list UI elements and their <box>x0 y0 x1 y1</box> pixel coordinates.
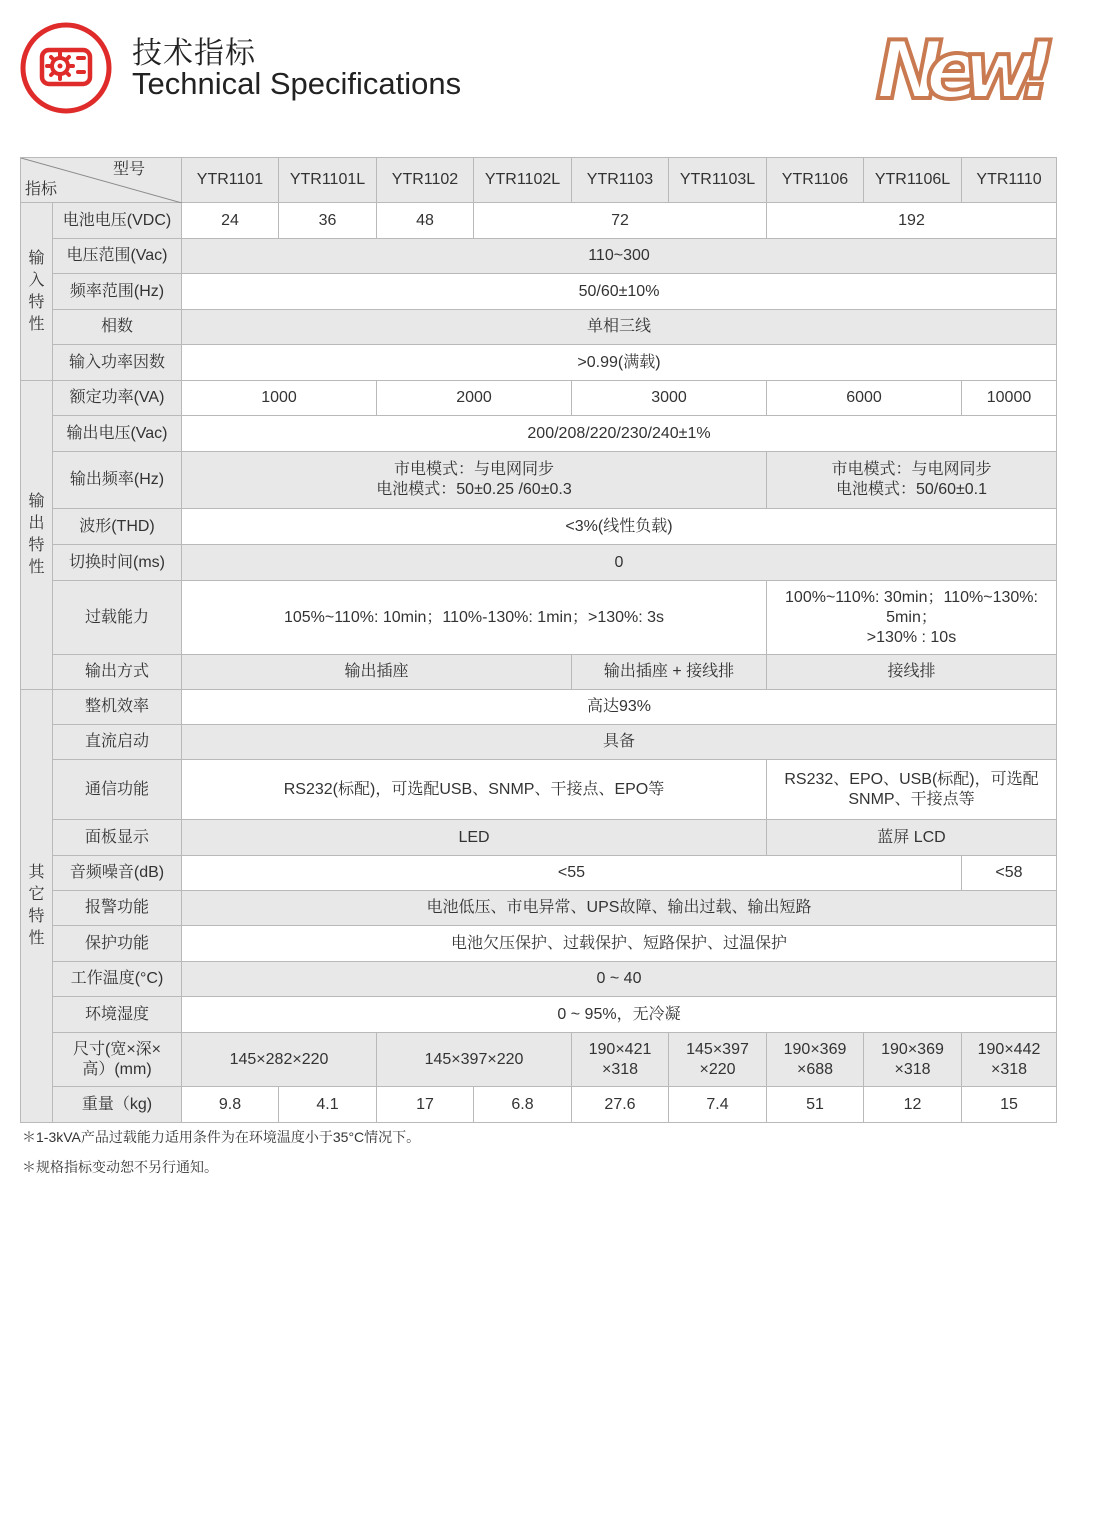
cell-line: 电池模式：50/60±0.1 <box>835 481 988 498</box>
table-row <box>21 203 1057 239</box>
cell: 105%~110%: 10min；110%-130%: 1min；>130%: 3s <box>182 581 767 655</box>
cell <box>572 1033 669 1087</box>
cell: 电池欠压保护、过载保护、短路保护、过温保护 <box>182 926 1057 962</box>
cell-line: 市电模式：与电网同步 <box>831 461 992 478</box>
row-label <box>53 1033 182 1087</box>
cell: 蓝屏 LCD <box>767 820 1057 856</box>
cell: RS232(标配)，可选配USB、SNMP、干接点、EPO等 <box>182 760 767 820</box>
cell: 192 <box>767 203 1057 239</box>
cell: 36 <box>279 203 377 239</box>
cell: 51 <box>767 1087 864 1123</box>
cell-line: ×318 <box>990 1060 1028 1078</box>
cell: 12 <box>864 1087 962 1123</box>
footnotes <box>22 1128 420 1188</box>
model-header: YTR1110 <box>962 158 1057 203</box>
table-row <box>21 820 1057 856</box>
row-label: 过载能力 <box>53 581 182 655</box>
cell: 3000 <box>572 381 767 416</box>
cell <box>182 452 767 509</box>
cell-line: 190×421 <box>588 1040 652 1058</box>
table-row <box>21 416 1057 452</box>
cell-line: ×220 <box>699 1060 736 1078</box>
cell <box>864 1033 962 1087</box>
table-row <box>21 690 1057 725</box>
table-row <box>21 1087 1057 1123</box>
cell <box>767 581 1057 655</box>
row-label-line: 高）(mm) <box>82 1060 152 1078</box>
cell: 2000 <box>377 381 572 416</box>
cell: 电池低压、市电异常、UPS故障、输出过载、输出短路 <box>182 891 1057 926</box>
group-other: 其它特性 <box>21 690 53 1123</box>
cell: 7.4 <box>669 1087 767 1123</box>
spec-table <box>20 157 1057 1123</box>
gear-screen-icon <box>20 22 112 114</box>
cell: <3%(线性负载) <box>182 509 1057 545</box>
table-row <box>21 581 1057 655</box>
cell: 27.6 <box>572 1087 669 1123</box>
cell: 输出插座 <box>182 655 572 690</box>
page-title-en: Technical Specifications <box>132 66 462 101</box>
cell: 10000 <box>962 381 1057 416</box>
cell-line: 190×369 <box>783 1040 847 1058</box>
cell-line: 5min； <box>886 608 937 626</box>
cell-line: SNMP、干接点等 <box>848 790 975 808</box>
page-title-cn: 技术指标 <box>132 37 256 70</box>
cell: <55 <box>182 856 962 891</box>
model-header: YTR1101 <box>182 158 279 203</box>
table-row <box>21 891 1057 926</box>
model-header: YTR1101L <box>279 158 377 203</box>
model-header: YTR1103 <box>572 158 669 203</box>
cell-line: ×688 <box>796 1060 834 1078</box>
table-row <box>21 239 1057 274</box>
table-row <box>21 655 1057 690</box>
cell-line: 145×397 <box>686 1040 749 1058</box>
group-input: 输入特性 <box>21 203 53 381</box>
cell: 110~300 <box>182 239 1057 274</box>
footnote: ＊规格指标变动恕不另行通知。 <box>22 1159 218 1175</box>
cell-line: 100%~110%: 30min；110%~130%: <box>785 588 1038 606</box>
cell: 145×397×220 <box>377 1033 572 1087</box>
cell: 接线排 <box>767 655 1057 690</box>
row-label: 重量（kg) <box>53 1087 182 1123</box>
row-label: 电池电压(VDC) <box>53 203 182 239</box>
row-label: 整机效率 <box>53 690 182 725</box>
row-label: 输出频率(Hz) <box>53 452 182 509</box>
cell: 15 <box>962 1087 1057 1123</box>
row-label: 相数 <box>53 310 182 345</box>
model-header: YTR1106 <box>767 158 864 203</box>
cell: 72 <box>474 203 767 239</box>
row-label: 直流启动 <box>53 725 182 760</box>
cell: 1000 <box>182 381 377 416</box>
table-row <box>21 310 1057 345</box>
cell-line: 190×369 <box>881 1040 944 1058</box>
cell-line: ×318 <box>601 1060 639 1078</box>
row-label: 输出电压(Vac) <box>53 416 182 452</box>
cell: 高达93% <box>182 690 1057 725</box>
model-header: YTR1102 <box>377 158 474 203</box>
model-header-row <box>21 158 1057 203</box>
cell: 145×282×220 <box>182 1033 377 1087</box>
table-row <box>21 545 1057 581</box>
group-output: 输出特性 <box>21 381 53 690</box>
table-row <box>21 509 1057 545</box>
table-row <box>21 1033 1057 1087</box>
table-row <box>21 274 1057 310</box>
row-label: 报警功能 <box>53 891 182 926</box>
table-row <box>21 962 1057 997</box>
cell: 24 <box>182 203 279 239</box>
cell <box>767 760 1057 820</box>
cell: 输出插座 + 接线排 <box>572 655 767 690</box>
row-label: 通信功能 <box>53 760 182 820</box>
cell-line: 190×442 <box>977 1040 1041 1058</box>
row-label: 切换时间(ms) <box>53 545 182 581</box>
table-row <box>21 381 1057 416</box>
table-row <box>21 997 1057 1033</box>
cell: 50/60±10% <box>182 274 1057 310</box>
cell: 9.8 <box>182 1087 279 1123</box>
cell-line: >130% : 10s <box>866 628 957 646</box>
row-label: 额定功率(VA) <box>53 381 182 416</box>
cell-line: 市电模式：与电网同步 <box>393 461 554 478</box>
row-label: 保护功能 <box>53 926 182 962</box>
cell: 0 ~ 40 <box>182 962 1057 997</box>
cell <box>669 1033 767 1087</box>
cell: 0 ~ 95%，无冷凝 <box>182 997 1057 1033</box>
row-label: 输出方式 <box>53 655 182 690</box>
row-label: 环境湿度 <box>53 997 182 1033</box>
cell: <58 <box>962 856 1057 891</box>
table-row <box>21 725 1057 760</box>
footnote: ＊1-3kVA产品过载能力适用条件为在环境温度小于35°C情况下。 <box>22 1129 421 1145</box>
svg-text:New!: New! <box>876 24 1056 114</box>
row-label: 频率范围(Hz) <box>53 274 182 310</box>
page-header <box>0 0 1100 150</box>
cell <box>767 452 1057 509</box>
row-label: 面板显示 <box>53 820 182 856</box>
cell: 4.1 <box>279 1087 377 1123</box>
cell-line: RS232、EPO、USB(标配)，可选配 <box>784 770 1039 788</box>
cell: 48 <box>377 203 474 239</box>
cell: 0 <box>182 545 1057 581</box>
cell: 17 <box>377 1087 474 1123</box>
cell <box>962 1033 1057 1087</box>
cell: LED <box>182 820 767 856</box>
row-label: 电压范围(Vac) <box>53 239 182 274</box>
table-row <box>21 760 1057 820</box>
row-label: 输入功率因数 <box>53 345 182 381</box>
row-label: 工作温度(°C) <box>53 962 182 997</box>
corner-cell <box>21 158 182 203</box>
cell: 6000 <box>767 381 962 416</box>
cell-line: ×318 <box>894 1060 931 1078</box>
cell: 200/208/220/230/240±1% <box>182 416 1057 452</box>
cell <box>767 1033 864 1087</box>
cell-line: 电池模式：50±0.25 /60±0.3 <box>376 481 572 498</box>
table-row <box>21 856 1057 891</box>
corner-spec-label: 指标 <box>25 181 58 198</box>
model-header: YTR1103L <box>669 158 767 203</box>
corner-model-label: 型号 <box>112 161 145 178</box>
row-label-line: 尺寸(宽×深× <box>72 1040 162 1058</box>
table-row <box>21 452 1057 509</box>
cell: 单相三线 <box>182 310 1057 345</box>
row-label: 音频噪音(dB) <box>53 856 182 891</box>
new-badge <box>868 18 1068 114</box>
cell: 具备 <box>182 725 1057 760</box>
table-row <box>21 926 1057 962</box>
model-header: YTR1102L <box>474 158 572 203</box>
table-row <box>21 345 1057 381</box>
model-header: YTR1106L <box>864 158 962 203</box>
cell: 6.8 <box>474 1087 572 1123</box>
row-label: 波形(THD) <box>53 509 182 545</box>
cell: >0.99(满载) <box>182 345 1057 381</box>
